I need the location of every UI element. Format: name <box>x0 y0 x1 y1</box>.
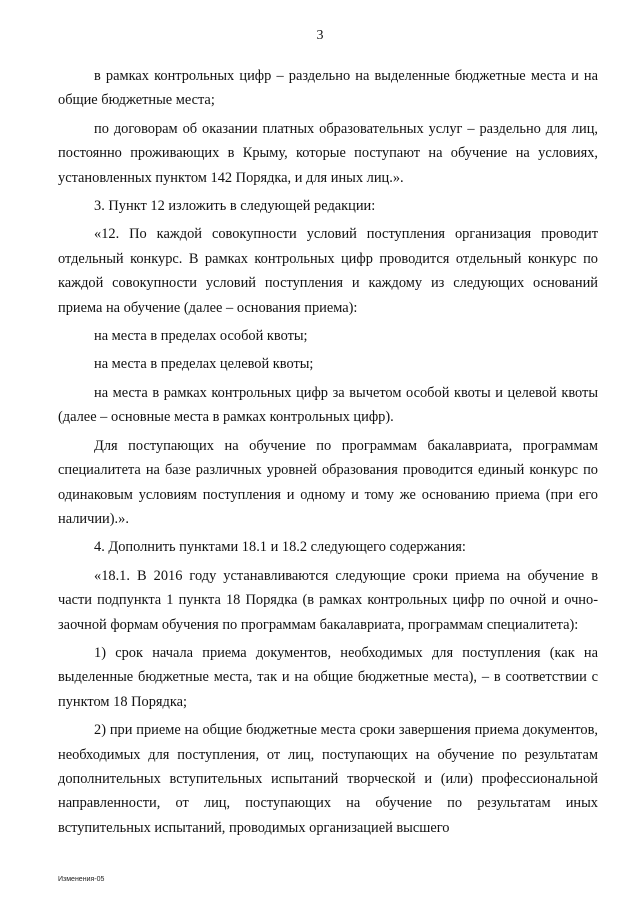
paragraph: Для поступающих на обучение по программам бакалавриата, программам специалитета на базе различных уровней образования проводится единый конкурс по одинаковым условиям поступления и одному и тому же основанию приема (при его наличии).». <box>58 437 598 527</box>
paragraph: на места в рамках контрольных цифр за вычетом особой квоты и целевой квоты (далее – основные места в рамках контрольных цифр). <box>58 384 598 426</box>
paragraph: 1) срок начала приема документов, необходимых для поступления (как на выделенные бюджетные места, так и на общие бюджетные места), – в соответствии с пунктом 18 Порядка; <box>58 644 598 710</box>
document-body <box>58 60 598 840</box>
paragraph: «12. По каждой совокупности условий поступления организация проводит отдельный конкурс. В рамках контрольных цифр проводится отдельный конкурс по каждой совокупности условий поступления и каждому из следующих оснований приема на обучение (далее – основания приема): <box>58 226 598 316</box>
page-number: 3 <box>316 28 324 43</box>
paragraph: в рамках контрольных цифр – раздельно на выделенные бюджетные места и на общие бюджетные места; <box>58 68 598 109</box>
paragraph: 4. Дополнить пунктами 18.1 и 18.2 следующего содержания: <box>94 539 466 556</box>
paragraph: 3. Пункт 12 изложить в следующей редакции: <box>94 198 376 215</box>
paragraph: «18.1. В 2016 году устанавливаются следующие сроки приема на обучение в части подпункта 1 пункта 18 Порядка (в рамках контрольных цифр по очной и очно-заочной формам обучения по программам бакалавриата, программам специалитета): <box>58 567 598 633</box>
footer-label: Изменения-05 <box>58 876 105 883</box>
paragraph: по договорам об оказании платных образовательных услуг – раздельно для лиц, постоянно проживающих в Крыму, которые поступают на обучение на условиях, установленных пунктом 142 Порядка, и для иных лиц.». <box>58 120 598 186</box>
paragraph: 2) при приеме на общие бюджетные места сроки завершения приема документов, необходимых для поступления, от лиц, поступающих на обучение по результатам дополнительных вступительных испытаний творческой и (или) профессиональной направленности, от лиц, поступающих на обучение по результатам иных вступительных испытаний, проводимых организацией высшего <box>58 722 598 836</box>
paragraph: на места в пределах целевой квоты; <box>94 356 314 373</box>
paragraph: на места в пределах особой квоты; <box>94 328 308 345</box>
